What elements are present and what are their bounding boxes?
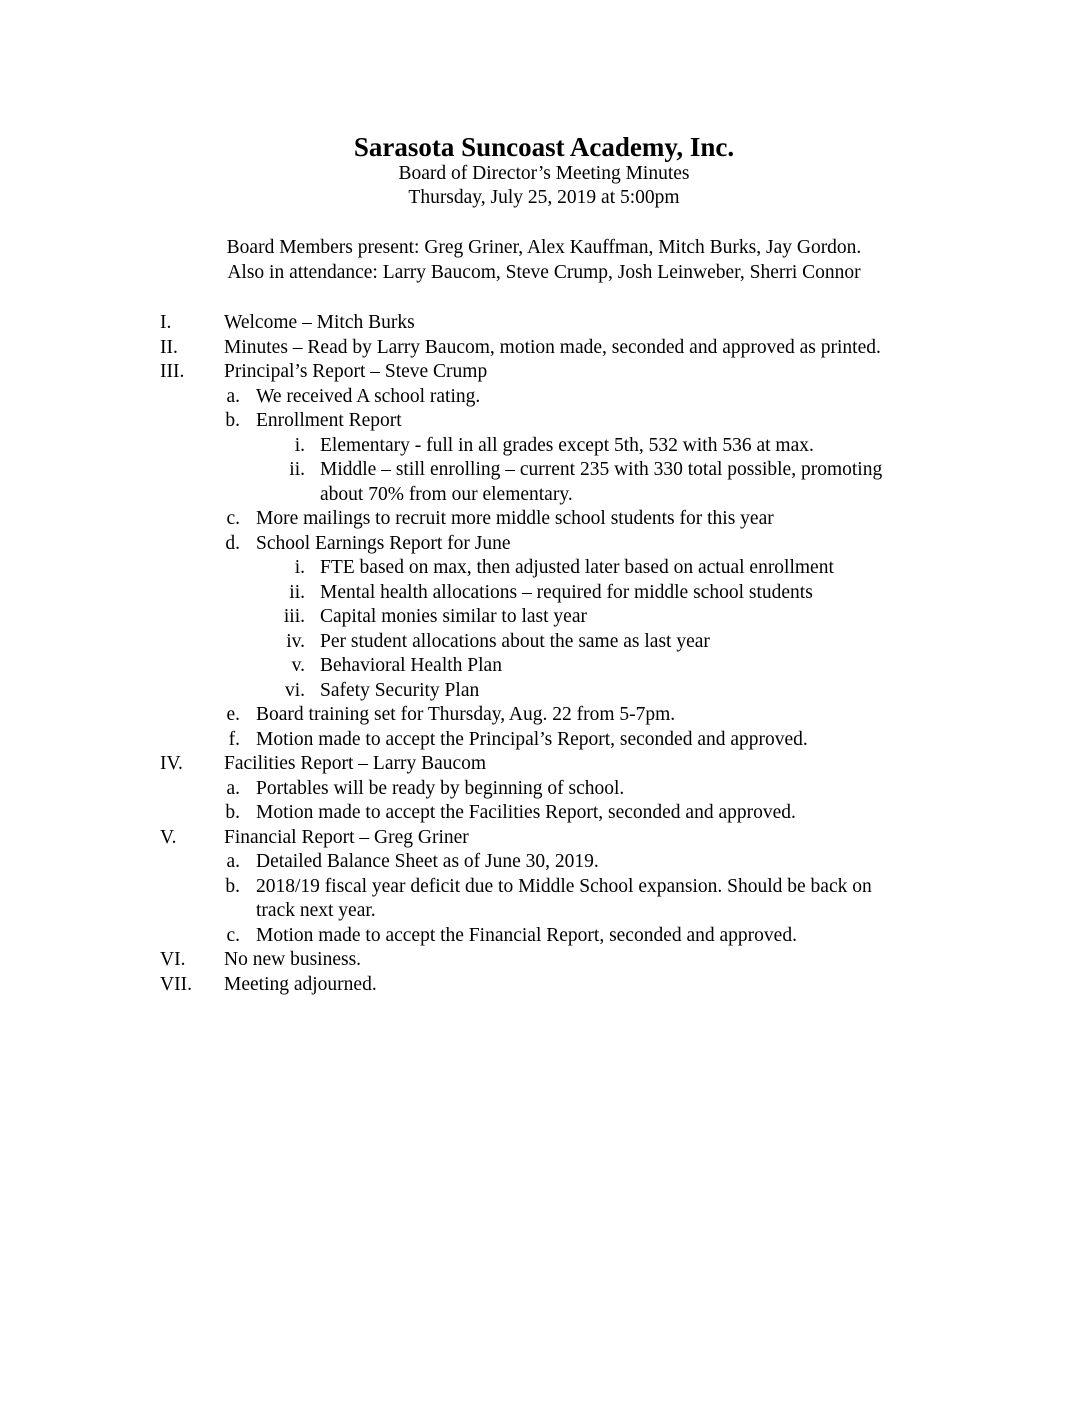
agenda-list — [0, 311, 1088, 997]
agenda-item-text: Middle – still enrolling – current 235 with 330 total possible, promoting — [320, 459, 883, 480]
agenda-item — [0, 777, 1088, 802]
document-title: Sarasota Suncoast Academy, Inc. — [353, 132, 735, 162]
agenda-item-number: c. — [226, 924, 240, 946]
agenda-item — [0, 630, 1088, 655]
agenda-item-number: f. — [228, 728, 240, 750]
agenda-item-number: e. — [226, 704, 240, 725]
agenda-item-text: Facilities Report – Larry Baucom — [224, 753, 487, 774]
agenda-item — [0, 507, 1088, 532]
agenda-item-number: I. — [160, 312, 172, 333]
agenda-item-text: 2018/19 fiscal year deficit due to Middle School expansion. Should be back on — [256, 875, 872, 897]
agenda-item — [0, 605, 1088, 630]
agenda-item-text: We received A school rating. — [256, 385, 481, 407]
agenda-item — [0, 458, 1088, 483]
agenda-item — [0, 850, 1088, 875]
agenda-item — [0, 654, 1088, 679]
agenda-item — [0, 679, 1088, 704]
agenda-item-text: Enrollment Report — [256, 410, 402, 431]
agenda-item-number: a. — [226, 851, 240, 872]
agenda-item-text: Portables will be ready by beginning of school. — [256, 777, 625, 799]
agenda-item — [0, 973, 1088, 998]
agenda-item — [0, 483, 1088, 508]
agenda-item-number: iv. — [286, 630, 305, 652]
agenda-item — [0, 336, 1088, 361]
agenda-item — [0, 311, 1088, 336]
also-in-attendance: Also in attendance: Larry Baucom, Steve Crump, Josh Leinweber, Sherri Connor — [227, 262, 861, 283]
agenda-item — [0, 899, 1088, 924]
agenda-item-number: v. — [291, 655, 305, 676]
agenda-item — [0, 948, 1088, 973]
agenda-item-text: Behavioral Health Plan — [320, 655, 502, 676]
agenda-item — [0, 556, 1088, 581]
agenda-item-number: ii. — [289, 459, 305, 480]
agenda-item-number: V. — [160, 826, 177, 848]
agenda-item-number: i. — [294, 434, 305, 456]
agenda-item — [0, 360, 1088, 385]
agenda-item-number: II. — [160, 336, 178, 358]
agenda-item-number: d. — [225, 532, 240, 554]
agenda-item-text: Minutes – Read by Larry Baucom, motion made, seconded and approved as printed. — [224, 336, 881, 358]
agenda-item-text: Detailed Balance Sheet as of June 30, 2019. — [256, 851, 599, 872]
agenda-item — [0, 409, 1088, 434]
agenda-item-text: More mailings to recruit more middle school students for this year — [256, 508, 774, 529]
agenda-item — [0, 434, 1088, 459]
agenda-item-text: Mental health allocations – required for middle school students — [320, 581, 813, 603]
agenda-item-number: c. — [226, 508, 240, 529]
agenda-item-number: III. — [160, 361, 185, 382]
agenda-item-text: about 70% from our elementary. — [320, 483, 573, 505]
agenda-item-text: Principal’s Report – Steve Crump — [224, 361, 488, 382]
agenda-item-text: Safety Security Plan — [320, 679, 480, 701]
agenda-item-number: b. — [225, 802, 240, 823]
agenda-item-text: Motion made to accept the Financial Report, seconded and approved. — [256, 924, 797, 946]
agenda-item-number: iii. — [283, 606, 305, 627]
agenda-item-text: track next year. — [256, 900, 376, 921]
agenda-item-number: b. — [225, 410, 240, 431]
agenda-item — [0, 924, 1088, 949]
agenda-item-text: Board training set for Thursday, Aug. 22 from 5-7pm. — [256, 704, 676, 725]
agenda-item-text: School Earnings Report for June — [256, 532, 511, 554]
agenda-item-text: No new business. — [224, 949, 362, 970]
agenda-item — [0, 826, 1088, 851]
meeting-date: Thursday, July 25, 2019 at 5:00pm — [408, 187, 680, 208]
agenda-item-number: i. — [294, 557, 305, 578]
agenda-item-number: b. — [225, 875, 240, 897]
agenda-item — [0, 703, 1088, 728]
agenda-item-text: Financial Report – Greg Griner — [224, 826, 469, 848]
agenda-item — [0, 532, 1088, 557]
agenda-item-text: Welcome – Mitch Burks — [224, 312, 415, 333]
agenda-item-number: ii. — [289, 581, 305, 603]
agenda-item-number: VII. — [160, 973, 192, 995]
agenda-item — [0, 752, 1088, 777]
agenda-item-text: Meeting adjourned. — [224, 973, 377, 995]
agenda-item-text: FTE based on max, then adjusted later based on actual enrollment — [320, 557, 834, 578]
agenda-item — [0, 728, 1088, 753]
agenda-item — [0, 581, 1088, 606]
agenda-item-text: Elementary - full in all grades except 5th, 532 with 536 at max. — [320, 434, 814, 456]
agenda-item-text: Motion made to accept the Facilities Report, seconded and approved. — [256, 802, 796, 823]
agenda-item — [0, 801, 1088, 826]
document-subtitle: Board of Director’s Meeting Minutes — [398, 163, 690, 184]
agenda-item — [0, 385, 1088, 410]
agenda-item-number: IV. — [160, 753, 183, 774]
agenda-item-number: VI. — [160, 949, 186, 970]
agenda-item-text: Motion made to accept the Principal’s Report, seconded and approved. — [256, 728, 808, 750]
agenda-item — [0, 875, 1088, 900]
agenda-item-number: a. — [226, 777, 240, 799]
agenda-item-text: Per student allocations about the same as last year — [320, 630, 710, 652]
members-present: Board Members present: Greg Griner, Alex Kauffman, Mitch Burks, Jay Gordon. — [226, 237, 862, 258]
agenda-item-number: a. — [226, 385, 240, 407]
agenda-item-text: Capital monies similar to last year — [320, 606, 587, 627]
agenda-item-number: vi. — [284, 679, 305, 701]
